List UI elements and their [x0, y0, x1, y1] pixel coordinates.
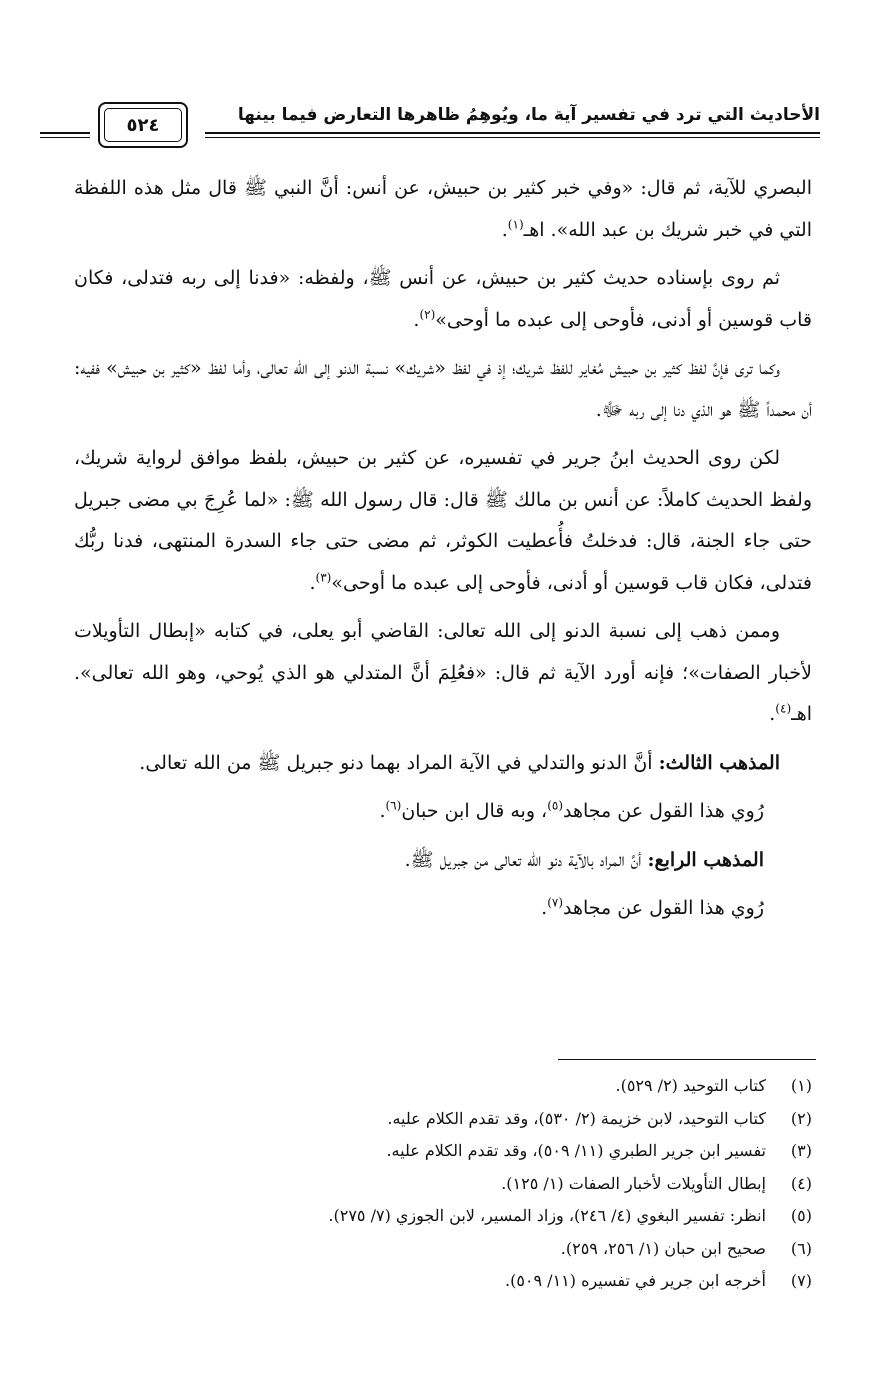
- running-title: الأحاديث التي ترد في تفسير آية ما، ويُوهِمُ ظاهرها التعارض فيما بينها: [237, 105, 820, 125]
- section-label: المذهب الثالث:: [658, 751, 780, 774]
- footnote-separator: [558, 1059, 816, 1060]
- footnote: (٧) أخرجه ابن جرير في تفسيره (١١/ ٥٠٩).: [504, 1271, 812, 1290]
- paragraph: لكن روى الحديث ابنُ جرير في تفسيره، عن كثير بن حبيش، بلفظ موافق لرواية شريك، ولفظ الحديث كاملاً: عن أنس بن مالك ﷺ قال: قال رسول الله ﷺ: «لما عُرِجَ بي مضى جبريل حتى جاء الجنة، قال: فدخلتُ فأُعطيت الكوثر، ثم مضى حتى جاء السدرة المنتهى، فدنا ربُّك فتدلى، فكان قاب قوسين أو أدنى، فأوحى إلى عبده ما أوحى»$^{(٣)}$.: [74, 447, 812, 594]
- footnote: (٤) إبطال التأويلات لأخبار الصفات (١/ ١٢٥).: [501, 1173, 812, 1193]
- paragraph: وممن ذهب إلى نسبة الدنو إلى الله تعالى: القاضي أبو يعلى، في كتابه «إبطال التأويلات لأخبار الصفات»؛ فإنه أورد الآية ثم قال: «فعُلِمَ أنَّ المتدلي هو الذي يُوحي، وهو الله تعالى». اهـ$^{(٤)}$.: [74, 620, 812, 725]
- page-number: ٥٢٤: [104, 108, 182, 142]
- footnote-ref: (٦): [385, 798, 402, 813]
- footnote-ref: (١): [507, 217, 524, 232]
- footnote: (١) كتاب التوحيد (٢/ ٥٢٩).: [615, 1076, 812, 1095]
- paragraph: رُوي هذا القول عن مجاهد$^{(٧)}$.: [541, 895, 764, 919]
- footnote: (٢) كتاب التوحيد، لابن خزيمة (٢/ ٥٣٠)، وقد تقدم الكلام عليه.: [387, 1108, 812, 1128]
- footnote: (٣) تفسير ابن جرير الطبري (١١/ ٥٠٩)، وقد تقدم الكلام عليه.: [386, 1141, 812, 1160]
- section-label: المذهب الرابع:: [647, 848, 764, 871]
- paragraph: وكما ترى فإنَّ لفظ كثير بن حبيش مُغاير للفظ شريك؛ إذ في لفظ «شريك» نسبة الدنو إلى الله تعالى، وأما لفظ «كثير بن حبيش» ففيه: أن محمداً ﷺ هو الذي دنا إلى ربه ﷻ.: [74, 357, 812, 421]
- header-rule: [205, 132, 820, 138]
- footnote: (٦) صحيح ابن حبان (١/ ٢٥٦، ٢٥٩).: [560, 1238, 812, 1258]
- footnote-ref: (٤): [775, 701, 792, 716]
- footnotes: [60, 1070, 812, 1298]
- paragraph: رُوي هذا القول عن مجاهد$^{(٥)}$، وبه قال ابن حبان$^{(٦)}$.: [379, 798, 764, 822]
- paragraph: المذهب الرابع: أنَّ المراد بالآية دنو الله تعالى من جبريل ﷺ.: [404, 848, 764, 871]
- footnote-ref: (٢): [419, 307, 436, 322]
- paragraph: المذهب الثالث: أنَّ الدنو والتدلي في الآية المراد بهما دنو جبريل ﷺ من الله تعالى.: [139, 751, 780, 774]
- main-text: [74, 168, 812, 937]
- footnote-ref: (٧): [547, 895, 564, 910]
- running-header: [40, 96, 820, 160]
- paragraph: البصري للآية، ثم قال: «وفي خبر كثير بن حبيش، عن أنس: أنَّ النبي ﷺ قال مثل هذه اللفظة التي في خبر شريك بن عبد الله». اهـ$^{(١)}$.: [74, 177, 812, 241]
- page-number-frame: [98, 102, 188, 148]
- header-rule-left: [40, 132, 90, 138]
- paragraph: ثم روى بإسناده حديث كثير بن حبيش، عن أنس ﷺ، ولفظه: «فدنا إلى ربه فتدلى، فكان قاب قوسين أو أدنى، فأوحى إلى عبده ما أوحى»$^{(٢)}$.: [74, 267, 812, 331]
- footnote: (٥) انظر: تفسير البغوي (٤/ ٢٤٦)، وزاد المسير، لابن الجوزي (٧/ ٢٧٥).: [328, 1206, 812, 1225]
- footnote-ref: (٥): [547, 798, 564, 813]
- footnote-ref: (٣): [315, 570, 332, 585]
